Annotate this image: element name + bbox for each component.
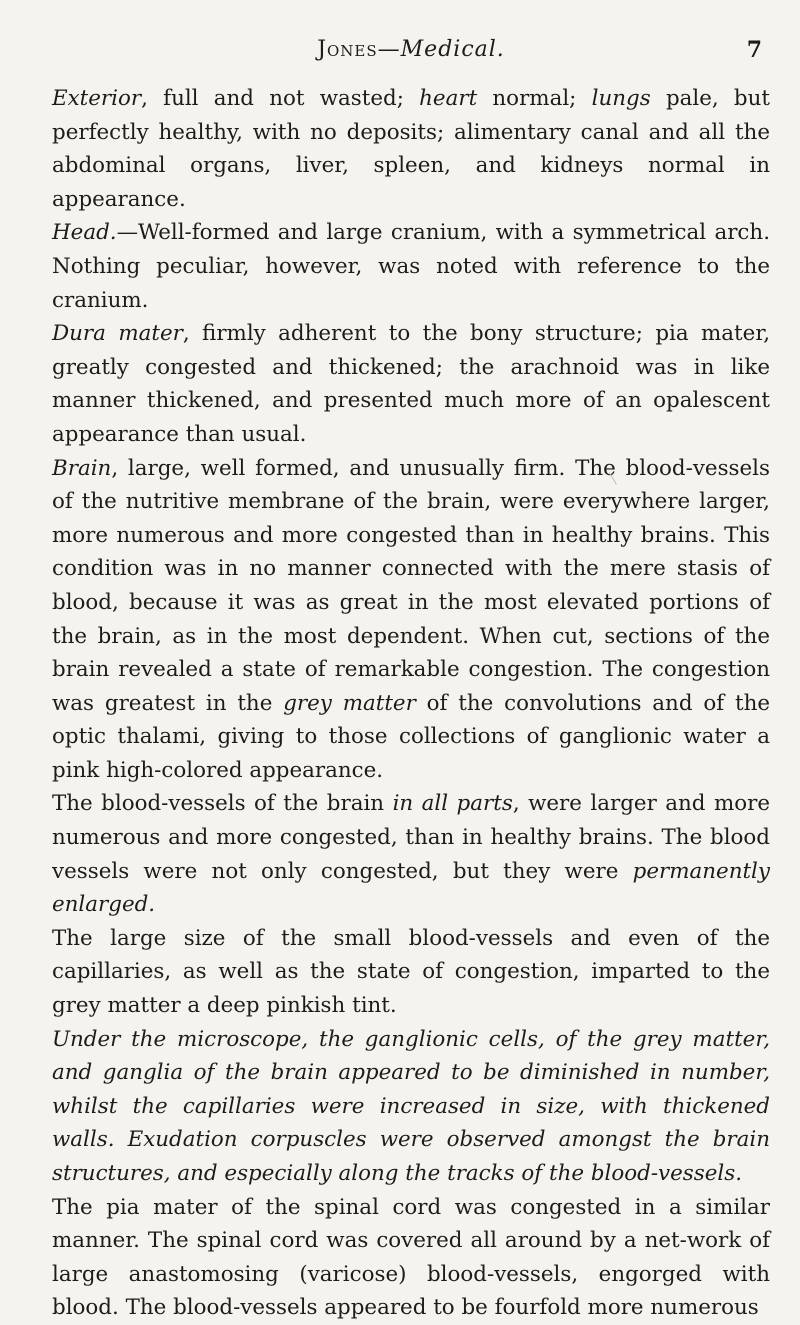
text-run: , large, well formed, and unusually firm. The blood-vessels of the nutritive membrane of the brain, were everywhere larger, more numerous and more congested than in healthy brains. This condition was in no manner connected with the mere stasis of blood, because it was as great in the most elevated portions of the brain, as in the most dependent. When cut, sections of the brain revealed a state of remarkable congestion. The congestion was greatest in the (52, 455, 770, 716)
text-run: of the convolutions and of the optic thalami, giving to those collections of ganglionic water a pink high-colored appearance. (52, 690, 771, 783)
text-run: The blood-vessels of the brain (52, 791, 393, 817)
italic-text: Under the microscope, the ganglionic cells, of the grey matter, and ganglia of the brain appeared to be diminished in number, whilst the capillaries were increased in size, with thickened walls. Exudation corpuscles were observed amongst the brain structures, and especially along the tracks of the blood-vessels. (52, 1026, 770, 1186)
paragraph (52, 82, 770, 216)
paragraph (52, 1023, 770, 1191)
text-run: pale, but perfectly healthy, with no deposits; alimentary canal and all the abdominal organs, liver, spleen, and kidneys normal in appearance. (52, 86, 770, 212)
italic-text: grey matter (283, 690, 416, 716)
italic-text: Dura mater (52, 321, 183, 347)
text-run: , full and not wasted; (141, 86, 420, 111)
paragraph (52, 1191, 770, 1325)
italic-text: in all parts (392, 791, 513, 817)
running-head-title: Medical. (400, 37, 505, 62)
text-run: The large size of the small blood-vessels and even of the capillaries, as well as the state of congestion, imparted to the grey matter a deep pinkish tint. (52, 925, 770, 1019)
italic-text: heart (419, 86, 478, 111)
page-number: 7 (746, 37, 762, 63)
text-run: , were larger and more numerous and more congested, than in healthy brains. The blood vessels were not only congested, but they were (52, 791, 771, 884)
running-head-author: Jones (317, 37, 378, 62)
italic-text: lungs (591, 86, 651, 111)
paragraph (52, 787, 770, 921)
paragraph (52, 216, 770, 317)
text-run: normal; (477, 86, 592, 111)
paragraph (52, 452, 770, 788)
text-run: —Well-formed and large cranium, with a symmetrical arch. Nothing peculiar, however, was noted with reference to the cranium. (52, 220, 770, 313)
running-head (317, 37, 505, 62)
paragraph (52, 317, 770, 451)
paragraph (52, 922, 770, 1023)
text-run: The pia mater of the spinal cord was congested in a similar manner. The spinal cord was covered all around by a net-work of large anastomosing (varicose) blood-vessels, engorged with blood. The blood-vessels appeared to be fourfold more numerous (52, 1194, 770, 1321)
italic-text: permanently enlarged. (52, 858, 770, 918)
body-text (52, 82, 770, 1325)
italic-text: Head. (52, 220, 117, 246)
running-head-dash: — (377, 37, 401, 62)
page-header (52, 30, 770, 70)
italic-text: Exterior (52, 86, 142, 111)
text-run: , firmly adherent to the bony structure; pia mater, greatly congested and thickened; the arachnoid was in like manner thickened, and presented much more of an opalescent appearance than usual. (52, 321, 770, 447)
italic-text: Brain (52, 455, 112, 481)
